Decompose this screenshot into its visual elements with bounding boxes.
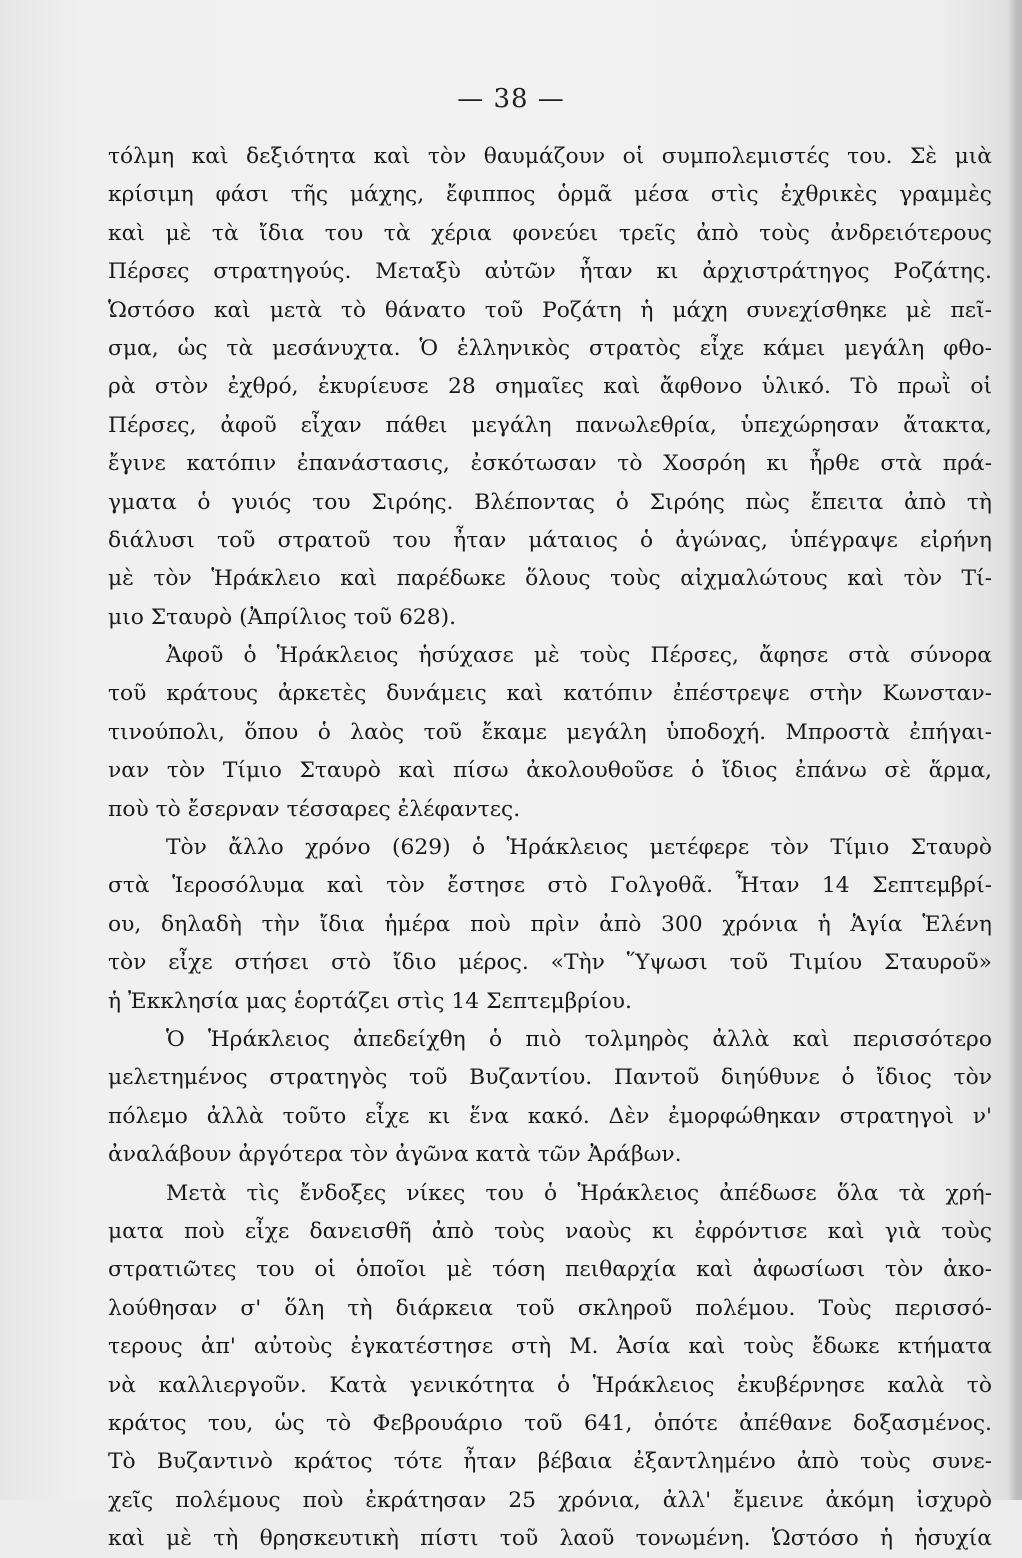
body-text <box>108 138 992 1558</box>
text-line: διάλυσι τοῦ στρατοῦ του ἦταν μάταιος ὁ ἀγώνας, ὑπέγραψε εἰρήνη <box>108 527 992 553</box>
text-line: λούθησαν σ' ὅλη τὴ διάρκεια τοῦ σκληροῦ πολέμου. Τοὺς περισσό- <box>108 1295 992 1321</box>
text-line: γματα ὁ γυιός του Σιρόης. Βλέποντας ὁ Σιρόης πὼς ἔπειτα ἀπὸ τὴ <box>108 489 992 515</box>
page-number: — 38 — <box>457 84 565 114</box>
text-line: Τὸν ἄλλο χρόνο (629) ὁ Ἡράκλειος μετέφερε τὸν Τίμιο Σταυρὸ <box>166 835 992 861</box>
paragraph-3 <box>108 829 992 1021</box>
text-line: ναν τὸν Τίμιο Σταυρὸ καὶ πίσω ἀκολουθοῦσε ὁ ἴδιος ἐπάνω σὲ ἅρμα, <box>108 758 992 784</box>
text-line: ἔγινε κατόπιν ἐπανάστασις, ἐσκότωσαν τὸ Χοσρόη κι ἦρθε στὰ πρά- <box>108 451 992 477</box>
text-line: ἀναλάβουν ἀργότερα τὸν ἀγῶνα κατὰ τῶν Ἀράβων. <box>108 1142 682 1168</box>
text-line: στρατιῶτες του οἱ ὁποῖοι μὲ τόση πειθαρχία καὶ ἀφωσίωσι τὸν ἀκο- <box>108 1257 992 1283</box>
text-line: Μετὰ τὶς ἔνδοξες νίκες του ὁ Ἡράκλειος ἀπέδωσε ὅλα τὰ χρή- <box>166 1180 992 1206</box>
text-line: μελετημένος στρατηγὸς τοῦ Βυζαντίου. Παντοῦ διηύθυνε ὁ ἴδιος τὸν <box>108 1065 992 1091</box>
paragraph-5 <box>108 1175 992 1558</box>
text-line: χεῖς πολέμους ποὺ ἐκράτησαν 25 χρόνια, ἀλλ' ἔμεινε ἀκόμη ἰσχυρὸ <box>108 1487 992 1513</box>
text-line: ματα ποὺ εἶχε δανεισθῆ ἀπὸ τοὺς ναοὺς κι ἐφρόντισε καὶ γιὰ τοὺς <box>108 1218 992 1244</box>
text-line: μὲ τὸν Ἡράκλειο καὶ παρέδωκε ὅλους τοὺς αἰχμαλώτους καὶ τὸν Τί- <box>108 566 992 592</box>
text-line: μιο Σταυρὸ (Ἀπρίλιος τοῦ 628). <box>108 604 457 630</box>
text-line: τόλμη καὶ δεξιότητα καὶ τὸν θαυμάζουν οἱ συμπολεμιστές του. Σὲ μιὰ <box>108 144 992 169</box>
text-line: Πέρσες, ἀφοῦ εἶχαν πάθει μεγάλη πανωλεθρία, ὑπεχώρησαν ἄτακτα, <box>108 412 992 438</box>
text-line: ποὺ τὸ ἔσερναν τέσσαρες ἐλέφαντες. <box>108 796 521 822</box>
text-line: τὸν εἶχε στήσει στὸ ἴδιο μέρος. «Τὴν Ὕψωσι τοῦ Τιμίου Σταυροῦ» <box>108 950 992 976</box>
text-line: Ὡστόσο καὶ μετὰ τὸ θάνατο τοῦ Ροζάτη ἡ μάχη συνεχίσθηκε μὲ πεῖ- <box>108 297 992 323</box>
text-line: πόλεμο ἀλλὰ τοῦτο εἶχε κι ἕνα κακό. Δὲν ἐμορφώθηκαν στρατηγοὶ ν' <box>108 1103 992 1129</box>
text-line: τινούπολι, ὅπου ὁ λαὸς τοῦ ἔκαμε μεγάλη ὑποδοχή. Μπροστὰ ἐπήγαι- <box>108 719 992 745</box>
text-line: κρίσιμη φάσι τῆς μάχης, ἔφιππος ὁρμᾶ μέσα στὶς ἐχθρικὲς γραμμὲς <box>108 182 992 208</box>
text-line: καὶ μὲ τὰ ἴδια του τὰ χέρια φονεύει τρεῖς ἀπὸ τοὺς ἀνδρειότερους <box>108 220 992 246</box>
text-line: στὰ Ἱεροσόλυμα καὶ τὸν ἔστησε στὸ Γολγοθᾶ. Ἦταν 14 Σεπτεμβρί- <box>108 873 992 899</box>
text-line: ἡ Ἐκκλησία μας ἑορτάζει στὶς 14 Σεπτεμβρίου. <box>108 988 632 1014</box>
text-line: τερους ἀπ' αὐτοὺς ἐγκατέστησε στὴ Μ. Ἀσία καὶ τοὺς ἔδωκε κτήματα <box>108 1334 992 1360</box>
text-line: Πέρσες στρατηγούς. Μεταξὺ αὐτῶν ἦταν κι ἀρχιστράτηγος Ροζάτης. <box>108 259 992 285</box>
text-line: Ὁ Ἡράκλειος ἀπεδείχθη ὁ πιὸ τολμηρὸς ἀλλὰ καὶ περισσότερο <box>166 1026 992 1052</box>
text-line: τοῦ κράτους ἀρκετὲς δυνάμεις καὶ κατόπιν ἐπέστρεψε στὴν Κωνσταν- <box>108 681 992 707</box>
text-line: καὶ μὲ τὴ θρησκευτικὴ πίστι τοῦ λαοῦ τονωμένη. Ὡστόσο ἡ ἡσυχία <box>108 1526 992 1552</box>
text-line: κράτος του, ὡς τὸ Φεβρουάριο τοῦ 641, ὁπότε ἀπέθανε δοξασμένος. <box>108 1410 992 1436</box>
text-line: ου, δηλαδὴ τὴν ἴδια ἡμέρα ποὺ πρὶν ἀπὸ 300 χρόνια ἡ Ἁγία Ἑλένη <box>108 911 992 937</box>
text-line: νὰ καλλιεργοῦν. Κατὰ γενικότητα ὁ Ἡράκλειος ἐκυβέρνησε καλὰ τὸ <box>108 1372 992 1398</box>
paragraph-4 <box>108 1021 992 1175</box>
page-binding-shadow <box>1008 0 1022 1500</box>
text-line: Τὸ Βυζαντινὸ κράτος τότε ἦταν βέβαια ἐξαντλημένο ἀπὸ τοὺς συνε- <box>108 1449 992 1475</box>
text-line: ρὰ στὸν ἐχθρό, ἐκυρίευσε 28 σημαῖες καὶ ἄφθονο ὑλικό. Τὸ πρωῒ οἱ <box>108 374 992 400</box>
text-line: σμα, ὡς τὰ μεσάνυχτα. Ὁ ἑλληνικὸς στρατὸς εἶχε κάμει μεγάλη φθο- <box>108 335 992 361</box>
text-line: Ἀφοῦ ὁ Ἡράκλειος ἡσύχασε μὲ τοὺς Πέρσες, ἄφησε στὰ σύνορα <box>166 643 992 669</box>
paragraph-2 <box>108 637 992 829</box>
paragraph-1 <box>108 138 992 637</box>
